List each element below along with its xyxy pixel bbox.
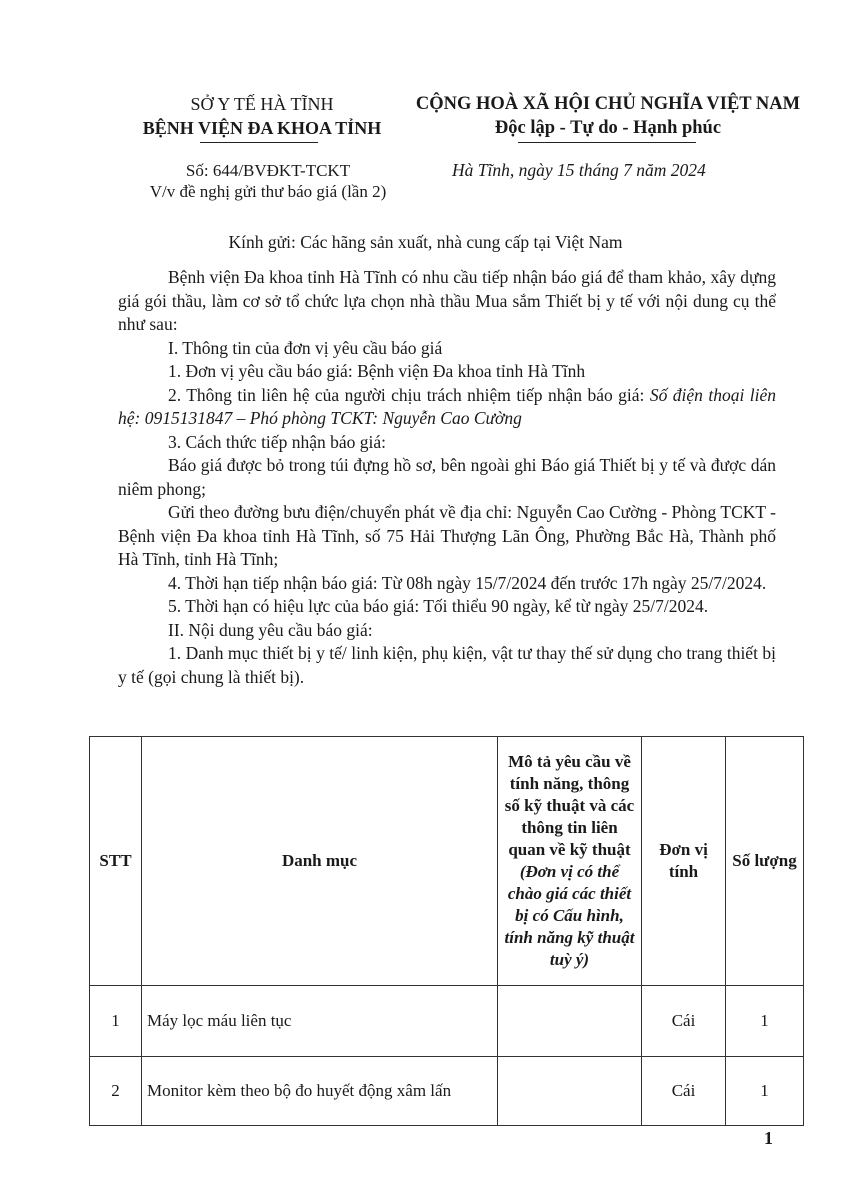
national-motto: Độc lập - Tự do - Hạnh phúc [494,118,722,138]
equipment-table [89,736,804,1126]
hospital-name: BỆNH VIỆN ĐA KHOA TỈNH [142,118,382,138]
table-row [90,1057,804,1126]
header-category: Danh mục [142,737,498,986]
national-header [402,92,814,140]
intro-paragraph: Bệnh viện Đa khoa tỉnh Hà Tĩnh có nhu cầu tiếp nhận báo giá để tham khảo, xây dựng giá gói thầu, làm cơ sở tổ chức lựa chọn nhà thầu Mua sắm Thiết bị y tế với nội dung cụ thể như sau: [118,267,776,334]
item-1: 1. Đơn vị yêu cầu báo giá: Bệnh viện Đa khoa tỉnh Hà Tĩnh [168,361,586,381]
row-stt: 2 [90,1057,142,1126]
header-unit: Đơn vị tính [642,737,726,986]
document-body [118,266,776,689]
department-name: SỞ Y TẾ HÀ TĨNH [190,94,334,114]
item-3-a: Báo giá được bỏ trong túi đựng hồ sơ, bên ngoài ghi Báo giá Thiết bị y tế và được dán niêm phong; [118,455,776,499]
row-unit: Cái [642,986,726,1057]
item-2-prefix: 2. Thông tin liên hệ của người chịu trách nhiệm tiếp nhận báo giá: [168,384,650,405]
row-name: Monitor kèm theo bộ đo huyết động xâm lấn [142,1057,498,1126]
section-1-heading: I. Thông tin của đơn vị yêu cầu báo giá [168,337,443,358]
section-2-heading: II. Nội dung yêu cầu báo giá: [168,619,373,640]
row-quantity: 1 [726,986,804,1057]
row-stt: 1 [90,986,142,1057]
item-3-b: Gửi theo đường bưu điện/chuyển phát về địa chỉ: Nguyễn Cao Cường - Phòng TCKT - Bệnh viện Đa khoa tỉnh Hà Tĩnh, số 75 Hải Thượng Lãn Ông, Phường Bắc Hà, Thành phố Hà Tĩnh, tỉnh Hà Tĩnh; [118,502,776,569]
document-number: Số: 644/BVĐKT-TCKT [185,161,351,180]
place-date: Hà Tĩnh, ngày 15 tháng 7 năm 2024 [452,160,706,180]
item-5: 5. Thời hạn có hiệu lực của báo giá: Tối thiểu 90 ngày, kể từ ngày 25/7/2024. [168,596,709,616]
document-reference [118,160,418,202]
table-header-row [90,737,804,986]
country-name: CỘNG HOÀ XÃ HỘI CHỦ NGHĨA VIỆT NAM [415,94,801,114]
item-2 [118,384,776,431]
table-row [90,986,804,1057]
row-quantity: 1 [726,1057,804,1126]
item-2-contact: Số điện thoại liên hệ: 0915131847 – Phó phòng TCKT: Nguyễn Cao Cường [118,384,776,428]
motto-underline [518,142,696,143]
issuer-block [118,92,406,140]
item-4: 4. Thời hạn tiếp nhận báo giá: Từ 08h ngày 15/7/2024 đến trước 17h ngày 25/7/2024. [168,572,767,593]
row-name: Máy lọc máu liên tục [142,986,498,1057]
issuer-underline [200,142,318,143]
section-2-item-1: 1. Danh mục thiết bị y tế/ linh kiện, phụ kiện, vật tư thay thế sử dụng cho trang thiết bị y tế (gọi chung là thiết bị). [118,643,776,687]
row-description [498,986,642,1057]
row-description [498,1057,642,1126]
header-description [498,737,642,986]
header-description-note: (Đơn vị có thể chào giá các thiết bị có Cấu hình, tính năng kỹ thuật tuỳ ý) [504,862,635,969]
row-unit: Cái [642,1057,726,1126]
header-stt: STT [90,737,142,986]
page-number: 1 [764,1128,773,1148]
header-quantity: Số lượng [726,737,804,986]
document-subject: V/v đề nghị gửi thư báo giá (lần 2) [149,182,387,201]
header-description-main: Mô tả yêu cầu về tính năng, thông số kỹ thuật và các thông tin liên quan về kỹ thuật [504,752,635,859]
recipient-line: Kính gửi: Các hãng sản xuất, nhà cung cấp tại Việt Nam [228,232,623,252]
item-3: 3. Cách thức tiếp nhận báo giá: [168,431,386,452]
